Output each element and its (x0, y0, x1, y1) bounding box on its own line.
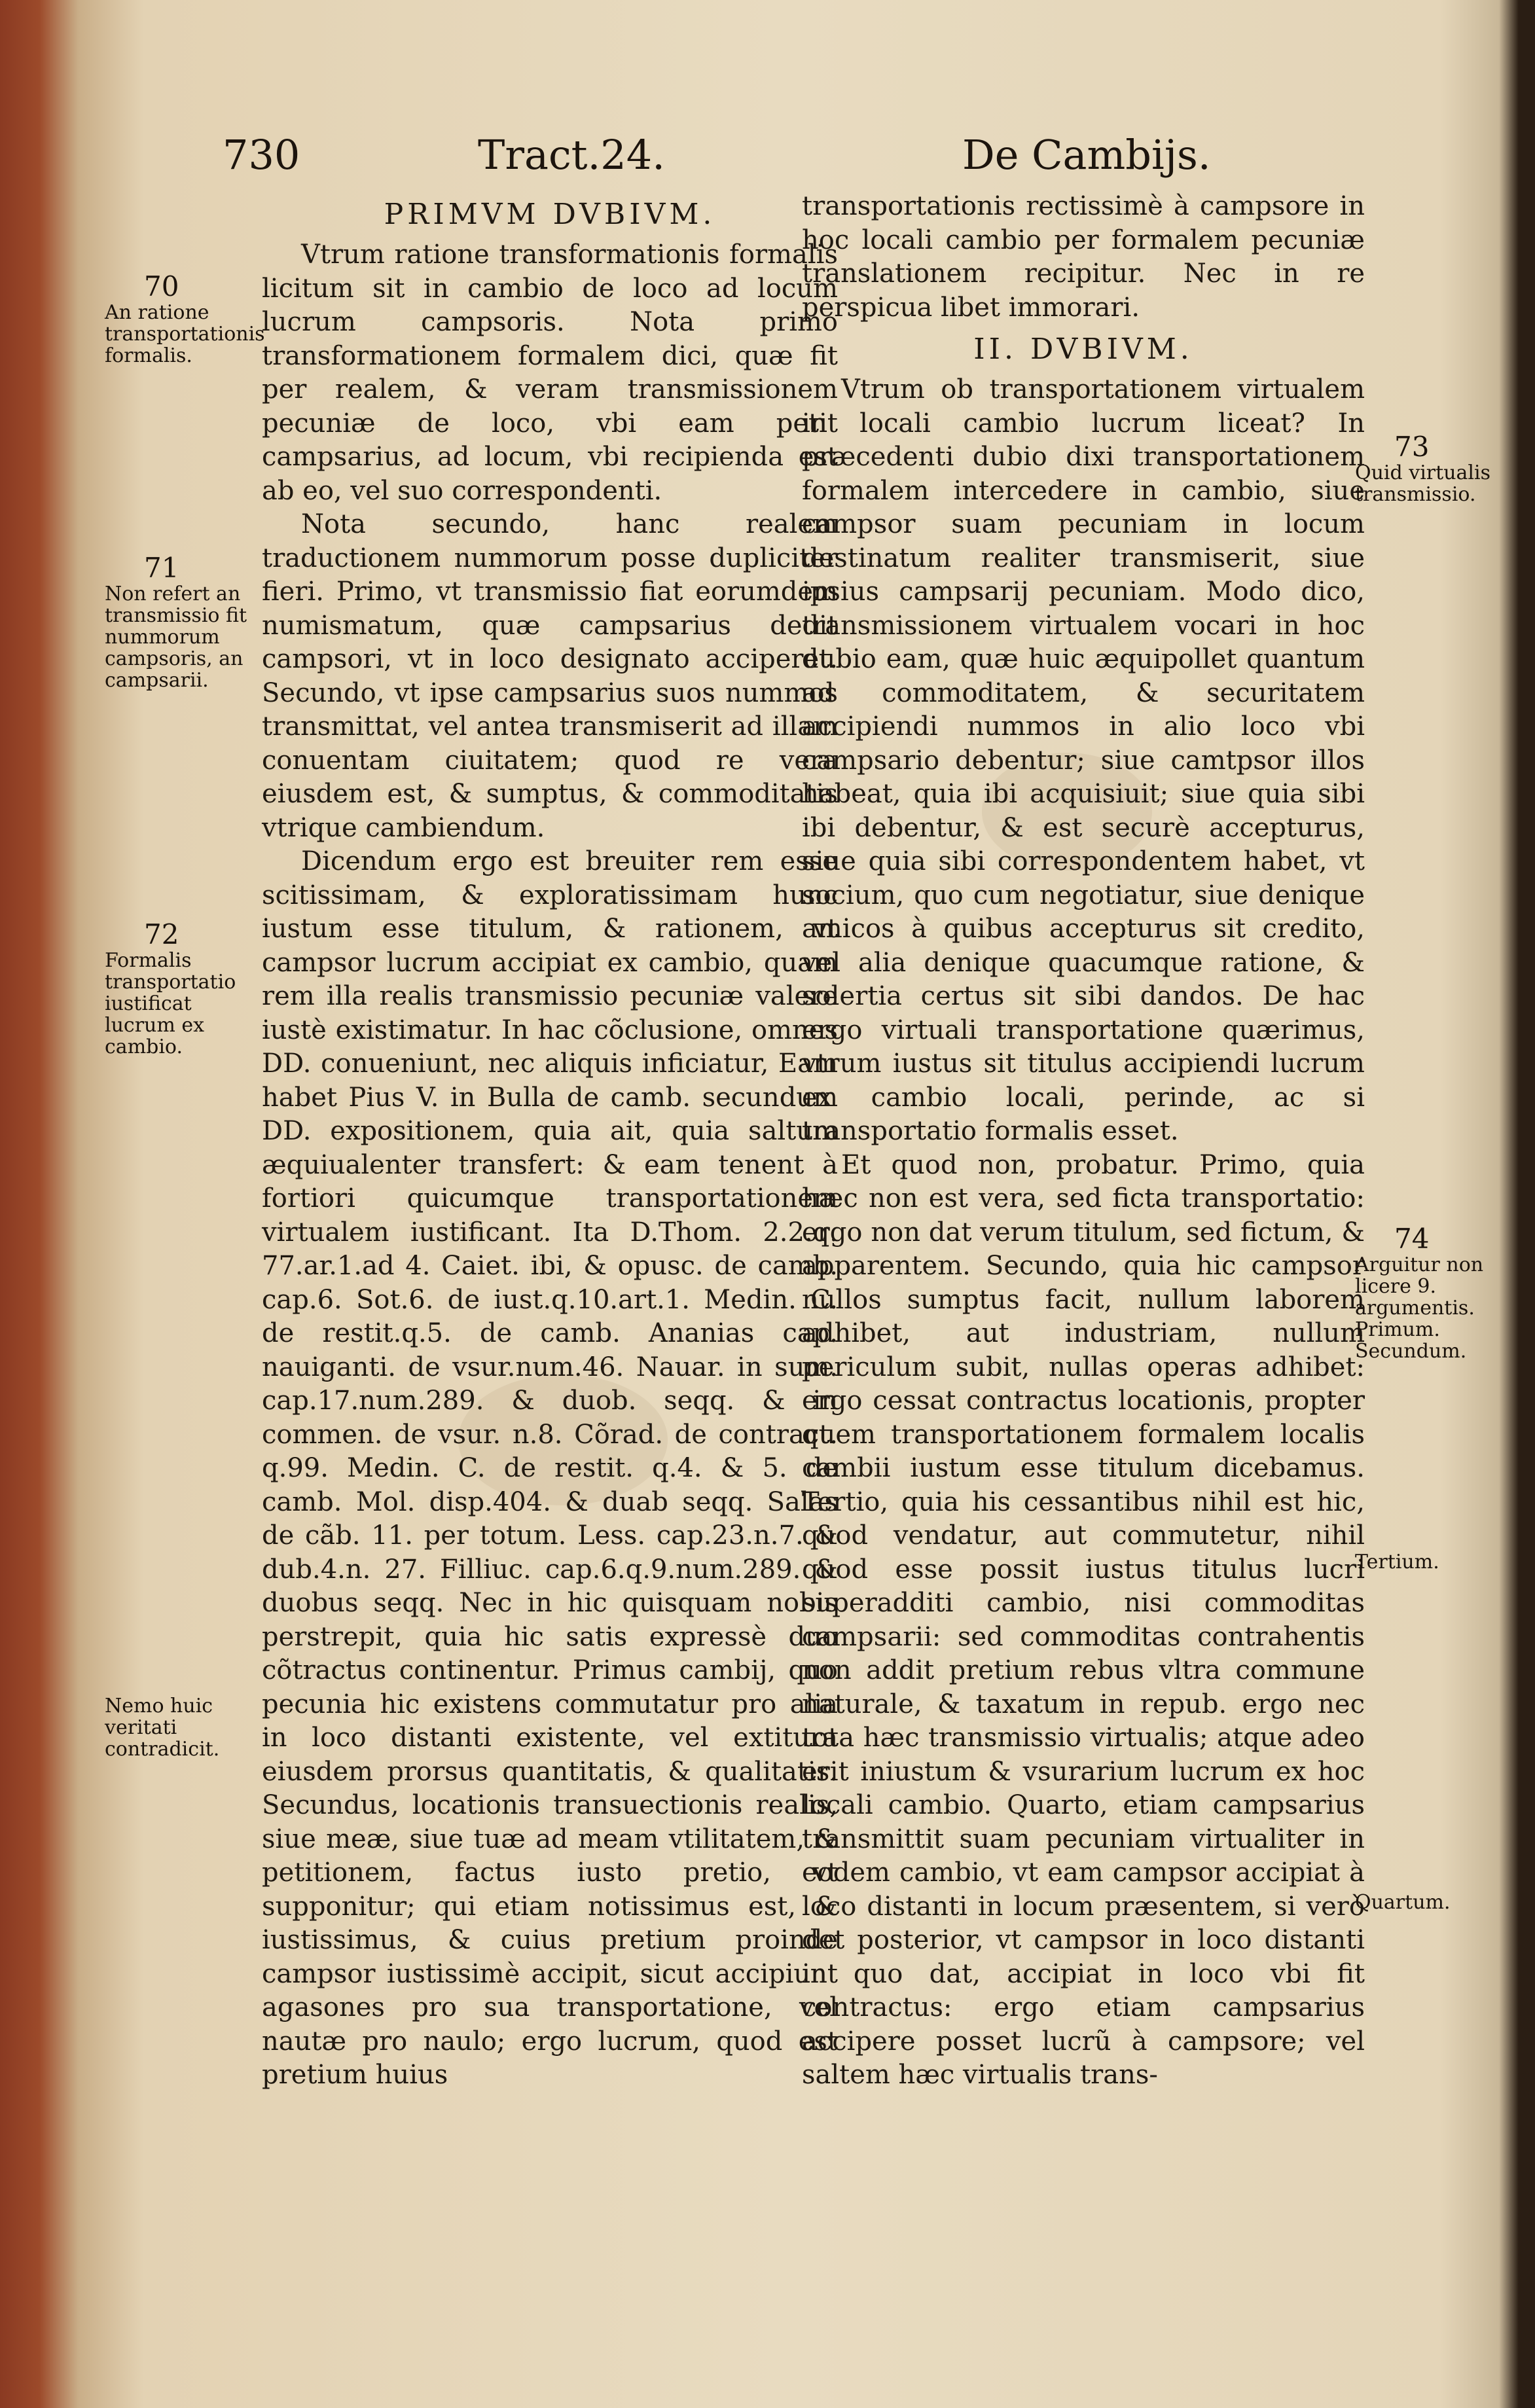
margin-note-text: An ratione transportationis formalis. (105, 301, 265, 367)
paragraph: Dicendum ergo est breuiter rem esse scitissimam, & exploratissimam hunc iustum esse titulum, & rationem, vt campsor lucrum accipiat ex cambio, quam rem illa realis transmissio pecuniæ valere iustè existimatur. In hac cõclusione, omnes DD. conueniunt, nec aliquis inficiatur, Eam habet Pius V. in Bulla de camb. secundum DD. expositionem, quia ait, quia saltum æquiualenter transfert: & eam tenent à fortiori quicumque transportationem virtualem iustificant. Ita D.Thom. 2.2.q. 77.ar.1.ad 4. Caiet. ibi, & opusc. de camb. cap.6. Sot.6. de iust.q.10.art.1. Medin. C. de restit.q.5. de camb. Ananias cap. nauiganti. de vsur.num.46. Nauar. in sum. cap.17.num.289. & duob. seqq. & in commen. de vsur. n.8. Cõrad. de contract. q.99. Medin. C. de restit. q.4. & 5. de camb. Mol. disp.404. & duab seqq. Salas de cãb. 11. per totum. Less. cap.23.n.7. & dub.4.n. 27. Filliuc. cap.6.q.9.num.289. & duobus seqq. Nec in hic quisquam nobis perstrepit, quia hic satis expressè duo cõtractus continentur. Primus cambij, quo pecunia hic existens commutatur pro alia in loco distanti existente, vel extitura eiusdem prorsus quantitatis, & qualitatis. Secundus, locationis transuectionis realis, siue meæ, siue tuæ ad meam vtilitatem, & petitionem, factus iusto pretio, vt supponitur; qui etiam notissimus est, & iustissimus, & cuius pretium proinde campsor iustissimè accipit, sicut accipiunt agasones pro sua transportatione, vel nautæ pro naulo; ergo lucrum, quod est pretium huius (262, 846, 838, 2090)
margin-note-text: Tertium. (1355, 1551, 1439, 1573)
margin-note-71 (105, 553, 268, 691)
margin-note-number: 71 (144, 552, 179, 584)
margin-note-number: 72 (144, 918, 179, 950)
margin-note-nemo (105, 1695, 268, 1760)
running-title-left: Tract.24. (478, 131, 665, 179)
margin-note-text: Formalis transportatio iustificat lucrum ex cambio. (105, 949, 236, 1058)
margin-note-72 (105, 920, 268, 1058)
margin-note-tertium (1355, 1551, 1512, 1573)
running-title-right: De Cambijs. (962, 131, 1211, 179)
left-text-column (262, 190, 838, 2093)
margin-note-text: Arguitur non licere 9. argumentis. Primum. Secundum. (1355, 1253, 1484, 1363)
margin-note-73 (1355, 432, 1512, 505)
margin-note-74 (1355, 1224, 1512, 1362)
section-heading-primum: PRIMVM DVBIVM. (384, 198, 716, 231)
margin-note-number: 74 (1394, 1223, 1430, 1255)
margin-note-70 (105, 272, 268, 367)
page-number: 730 (223, 131, 300, 179)
margin-note-text: Quid virtualis transmissio. (1355, 461, 1490, 506)
right-text-column (802, 190, 1365, 2093)
margin-note-text: Non refert an transmissio fit nummorum campsoris, an campsarii. (105, 583, 247, 692)
margin-note-number: 73 (1394, 431, 1430, 463)
paragraph: Et quod non, probatur. Primo, quia hæc non est vera, sed ficta transportatio: ergo non dat verum titulum, sed fictum, & apparentem. Secundo, quia hic campsor nullos sumptus facit, nullum laborem adhibet, aut industriam, nullum periculum subit, nullas operas adhibet: ergo cessat contractus locationis, propter quem transportationem formalem localis cambii iustum esse titulum dicebamus. Tertio, quia his cessantibus nihil est hic, quod vendatur, aut commutetur, nihil quod esse possit iustus titulus lucri superadditi cambio, nisi commoditas campsarii: sed commoditas contrahentis non addit pretium rebus vltra commune naturale, & taxatum in repub. ergo nec tota hæc transmissio virtualis; atque adeo erit iniustum & vsurarium lucrum ex hoc locali cambio. Quarto, etiam campsarius transmittit suam pecuniam virtualiter in eodem cambio, vt eam campsor accipiat à loco distanti in locum præsentem, si verò det posterior, vt campsor in loco distanti in quo dat, accipiat in loco vbi fit contractus: ergo etiam campsarius accipere posset lucrũ à campsore; vel saltem hæc virtualis trans- (802, 1149, 1365, 2090)
margin-note-text: Quartum. (1355, 1891, 1451, 1914)
paragraph: Nota secundo, hanc realem traductionem nummorum posse dupliciter fieri. Primo, vt transmissio fiat eorumdem numismatum, quæ campsarius dedit campsori, vt in loco designato acciperet. Secundo, vt ipse campsarius suos nummos transmittat, vel antea transmiserit ad illam conuentam ciuitatem; quod re vera eiusdem est, & sumptus, & commoditatis vtrique cambiendum. (262, 509, 838, 843)
margin-note-text: Nemo huic veritati contradicit. (105, 1695, 220, 1761)
margin-note-quartum (1355, 1892, 1512, 1913)
paragraph: transportationis rectissimè à campsore in hoc locali cambio per formalem pecuniæ translationem recipitur. Nec in re perspicua libet immorari. (802, 191, 1365, 323)
paragraph: Vtrum ratione transformationis formalis licitum sit in cambio de loco ad locum lucrum campsoris. Nota primo transformationem formalem dici, quæ fit per realem, & veram transmissionem pecuniæ de loco, vbi eam petit campsarius, ad locum, vbi recipienda est ab eo, vel suo correspondenti. (262, 240, 838, 506)
margin-note-number: 70 (144, 270, 179, 302)
paragraph: Vtrum ob transportationem virtualem in locali cambio lucrum liceat? In præcedenti dubio dixi transportationem formalem intercedere in cambio, siue campsor suam pecuniam in locum destinatum realiter transmiserit, siue ipsius campsarij pecuniam. Modo dico, transmissionem virtualem vocari in hoc dubio eam, quæ huic æquipollet quantum ad commoditatem, & securitatem accipiendi nummos in alio loco vbi campsario debentur; siue camtpsor illos habeat, quia ibi acquisiuit; siue quia sibi ibi debentur, & est securè accepturus, siue quia sibi correspondentem habet, vt socium, quo cum negotiatur, siue denique amicos à quibus accepturus sit credito, vel alia denique quacumque ratione, & solertia certus sit sibi dandos. De hac ergo virtuali transportatione quærimus, vtrum iustus sit titulus accipiendi lucrum ex cambio locali, perinde, ac si transportatio formalis esset. (802, 374, 1365, 1146)
section-heading-secundum: II. DVBIVM. (973, 332, 1193, 366)
